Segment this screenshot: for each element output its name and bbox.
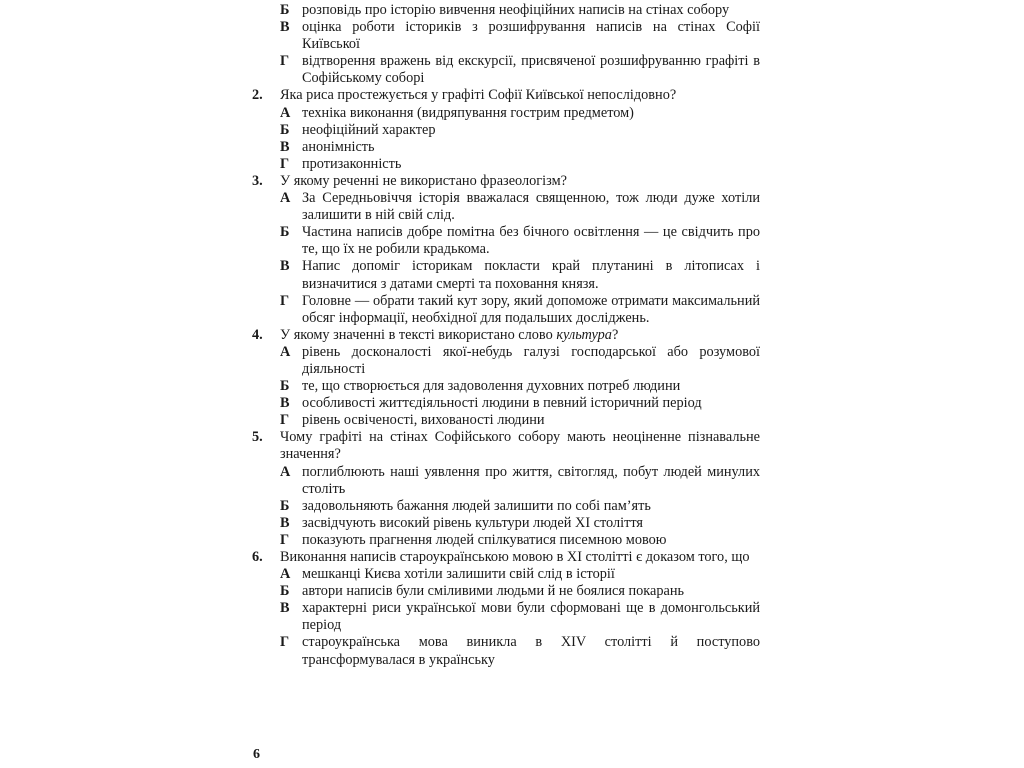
option-text: Головне — обрати такий кут зору, який допоможе отримати максимальний обсяг інформації, необхідної для подальших досліджень. bbox=[302, 292, 760, 326]
question bbox=[252, 429, 760, 463]
option-letter: Б bbox=[280, 497, 290, 514]
option-text: оцінка роботи істориків з розшифрування написів на стінах Софії Київської bbox=[302, 19, 760, 53]
question bbox=[252, 327, 760, 344]
option-letter: Б bbox=[280, 224, 290, 241]
answer-option bbox=[252, 105, 760, 122]
option-letter: Б bbox=[280, 583, 290, 600]
answer-option bbox=[252, 464, 760, 498]
option-letter: Б bbox=[280, 378, 290, 395]
option-text: те, що створюється для задоволення духовних потреб людини bbox=[302, 378, 681, 395]
option-letter: В bbox=[280, 600, 290, 617]
question-text: У якому реченні не використано фразеологізм? bbox=[280, 172, 567, 189]
option-letter: Г bbox=[280, 53, 290, 70]
option-letter: В bbox=[280, 19, 290, 36]
question-number: 4. bbox=[252, 326, 263, 343]
answer-option bbox=[252, 19, 760, 53]
question-text: Яка риса простежується у графіті Софії Київської непослідовно? bbox=[280, 87, 677, 104]
option-text: Частина написів добре помітна без бічного освітлення — це свідчить про те, що їх не робили крадькома. bbox=[302, 224, 760, 258]
option-text: техніка виконання (видряпування гострим предметом) bbox=[302, 104, 634, 121]
question-number: 5. bbox=[252, 429, 263, 446]
question-number: 6. bbox=[252, 549, 263, 565]
answer-option bbox=[252, 224, 760, 258]
answer-option bbox=[252, 498, 760, 515]
option-text: неофіційний характер bbox=[302, 121, 436, 138]
option-letter: Г bbox=[280, 531, 290, 548]
answer-option bbox=[252, 395, 760, 412]
option-text: За Середньовіччя історія вважалася священною, тож люди дуже хотіли залишити в ній свій слід. bbox=[302, 190, 760, 224]
option-letter: Г bbox=[280, 155, 290, 172]
option-letter: А bbox=[280, 343, 291, 360]
option-letter: В bbox=[280, 395, 290, 412]
test-questions bbox=[252, 2, 760, 669]
option-text: мешканці Києва хотіли залишити свій слід в історії bbox=[302, 566, 615, 583]
page-number: 6 bbox=[253, 747, 260, 762]
option-letter: В bbox=[280, 258, 290, 275]
option-text: староукраїнська мова виникла в XIV столітті й поступово трансформувалася в українську bbox=[302, 634, 760, 668]
option-letter: Б bbox=[280, 2, 290, 18]
option-letter: Б bbox=[280, 121, 290, 138]
option-text: протизаконність bbox=[302, 155, 402, 172]
answer-option bbox=[252, 600, 760, 634]
option-letter: В bbox=[280, 138, 290, 155]
option-letter: А bbox=[280, 190, 291, 207]
question-text: Виконання написів староукраїнською мовою в XI столітті є доказом того, що bbox=[280, 549, 750, 565]
answer-option bbox=[252, 532, 760, 549]
option-letter: А bbox=[280, 566, 291, 583]
option-text: задовольняють бажання людей залишити по собі пам’ять bbox=[302, 497, 651, 514]
option-text: рівень освіченості, вихованості людини bbox=[302, 412, 545, 429]
answer-option bbox=[252, 53, 760, 87]
option-text: показують прагнення людей спілкуватися писемною мовою bbox=[302, 531, 667, 548]
answer-option bbox=[252, 515, 760, 532]
question-text: У якому значенні в тексті використано слово bbox=[280, 326, 557, 343]
option-text: поглиблюють наші уявлення про життя, світогляд, побут людей минулих століть bbox=[302, 463, 760, 497]
answer-option bbox=[252, 156, 760, 173]
option-text: автори написів були сміливими людьми й не боялися покарань bbox=[302, 583, 685, 600]
option-letter: Г bbox=[280, 292, 290, 309]
answer-option bbox=[252, 378, 760, 395]
option-text: рівень досконалості якої-небудь галузі господарської або розумової діяльності bbox=[302, 343, 760, 377]
answer-option bbox=[252, 2, 760, 19]
answer-option bbox=[252, 122, 760, 139]
question-number: 2. bbox=[252, 87, 263, 104]
answer-option bbox=[252, 258, 760, 292]
option-text: характерні риси української мови були сформовані ще в домонгольський період bbox=[302, 600, 760, 634]
answer-option bbox=[252, 139, 760, 156]
option-text: розповідь про історію вивчення неофіційних написів на стінах собору bbox=[302, 2, 730, 18]
option-letter: Г bbox=[280, 634, 290, 651]
question-number: 3. bbox=[252, 172, 263, 189]
option-text: анонімність bbox=[302, 138, 375, 155]
question-text: Чому графіті на стінах Софійського собору мають неоціненне пізнавальне значення? bbox=[280, 429, 760, 463]
answer-option bbox=[252, 344, 760, 378]
option-letter: А bbox=[280, 104, 291, 121]
question bbox=[252, 173, 760, 190]
option-letter: Г bbox=[280, 412, 290, 429]
question bbox=[252, 87, 760, 104]
answer-option bbox=[252, 412, 760, 429]
question-suffix: ? bbox=[611, 326, 619, 343]
option-letter: А bbox=[280, 463, 291, 480]
answer-option bbox=[252, 634, 760, 668]
option-letter: В bbox=[280, 514, 290, 531]
answer-option bbox=[252, 583, 760, 600]
option-text: засвідчують високий рівень культури людей XI століття bbox=[302, 514, 644, 531]
answer-option bbox=[252, 190, 760, 224]
answer-option bbox=[252, 566, 760, 583]
question bbox=[252, 549, 760, 566]
option-text: особливості життєдіяльності людини в певний історичний період bbox=[302, 395, 702, 412]
option-text: відтворення вражень від екскурсії, присвяченої розшифруванню графіті в Софійському соборі bbox=[302, 53, 760, 87]
question-emphasis: культура bbox=[556, 326, 612, 343]
option-text: Напис допоміг історикам покласти край плутанині в літописах і визначитися з датами смерті та поховання князя. bbox=[302, 258, 760, 292]
answer-option bbox=[252, 293, 760, 327]
